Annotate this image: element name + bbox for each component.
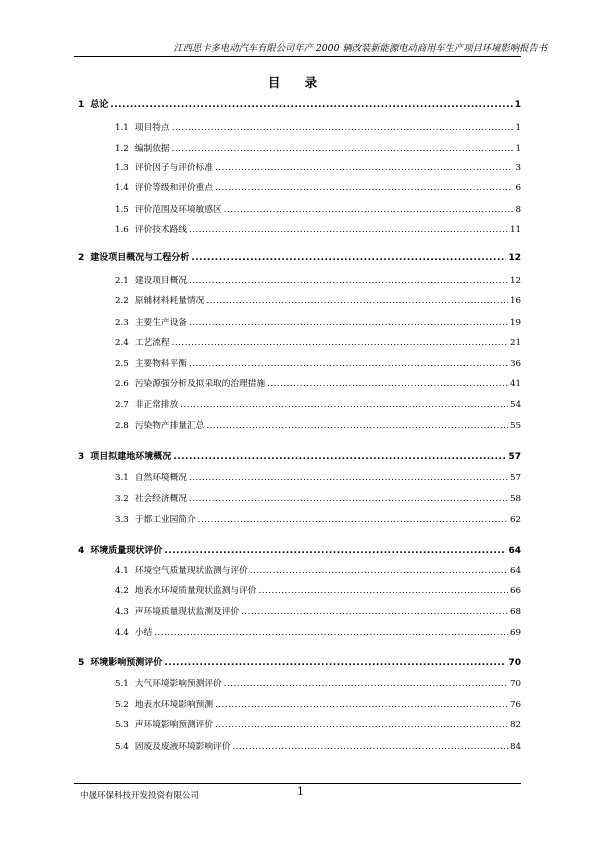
- toc-entry-page: 64: [509, 566, 521, 576]
- toc-section-4-4[interactable]: [115, 626, 521, 638]
- toc-entry-number: 4.2: [115, 586, 129, 596]
- toc-section-2-6[interactable]: [115, 377, 521, 389]
- toc-entry-title: 固废及废液环境影响评价: [134, 742, 231, 752]
- toc-entry-title: 非正常排放: [134, 400, 179, 410]
- toc-dot-leader: [224, 679, 508, 689]
- toc-entry-number: 4: [78, 546, 85, 556]
- toc-entry-title: 原辅材料耗量情况: [134, 296, 205, 306]
- footer-company: 中晟环保科技开发投资有限公司: [80, 791, 200, 801]
- toc-entry-number: 2.5: [115, 359, 129, 369]
- toc-section-1-5[interactable]: [115, 203, 521, 215]
- toc-entry-title: 评价技术路线: [134, 225, 187, 235]
- toc-section-5-2[interactable]: [115, 698, 521, 710]
- toc-entry-page: 1: [515, 123, 521, 133]
- toc-section-2-8[interactable]: [115, 419, 521, 431]
- toc-entry-number: 2.6: [115, 379, 129, 389]
- toc-entry-number: 1.5: [115, 205, 129, 215]
- toc-entry-title: 地表水环境质量现状监测与评价: [134, 586, 257, 596]
- toc-chapter-3[interactable]: [78, 449, 521, 462]
- toc-dot-leader: [191, 253, 506, 263]
- toc-entry-number: 2.8: [115, 421, 129, 431]
- toc-entry-title: 评价因子与评价标准: [134, 163, 214, 173]
- toc-dot-leader: [215, 183, 513, 193]
- toc-section-2-5[interactable]: [115, 357, 521, 369]
- toc-entry-title: 地表水环境影响预测: [134, 700, 214, 710]
- toc-dot-leader: [154, 628, 508, 638]
- toc-dot-leader: [258, 586, 507, 596]
- toc-entry-page: 41: [509, 379, 521, 389]
- toc-dot-leader: [215, 720, 508, 730]
- toc-dot-leader: [241, 607, 508, 617]
- toc-entry-title: 评价等级和评价重点: [134, 183, 214, 193]
- toc-entry-page: 76: [509, 700, 521, 710]
- toc-entry-title: 污染物产排量汇总: [134, 421, 205, 431]
- toc-entry-number: 1.6: [115, 225, 129, 235]
- toc-entry-title: 环境质量现状评价: [90, 546, 163, 556]
- toc-dot-leader: [198, 515, 508, 525]
- toc-dot-leader: [189, 318, 508, 328]
- toc-entry-page: 16: [509, 296, 521, 306]
- toc-entry-title: 项目特点: [134, 123, 170, 133]
- toc-entry-number: 2.1: [115, 276, 129, 286]
- toc-entry-number: 5: [78, 658, 85, 668]
- toc-section-2-4[interactable]: [115, 336, 521, 348]
- toc-entry-number: 1.2: [115, 144, 129, 154]
- toc-chapter-4[interactable]: [78, 543, 521, 556]
- toc-entry-number: 5.4: [115, 742, 129, 752]
- toc-entry-number: 1.1: [115, 123, 129, 133]
- toc-entry-page: 12: [509, 276, 521, 286]
- toc-entry-page: 84: [509, 742, 521, 752]
- toc-section-5-1[interactable]: [115, 677, 521, 689]
- toc-entry-title: 评价范围及环境敏感区: [134, 205, 222, 215]
- toc-entry-title: 小结: [134, 628, 153, 638]
- toc-dot-leader: [189, 225, 508, 235]
- toc-section-4-2[interactable]: [115, 584, 521, 596]
- toc-dot-leader: [189, 359, 508, 369]
- toc-dot-leader: [164, 658, 506, 668]
- toc-entry-page: 1: [514, 100, 521, 110]
- toc-entry-title: 于都工业园简介: [134, 515, 196, 525]
- toc-entry-page: 64: [508, 546, 521, 556]
- toc-section-5-3[interactable]: [115, 718, 521, 730]
- toc-entry-number: 5.2: [115, 700, 129, 710]
- toc-dot-leader: [189, 494, 508, 504]
- toc-section-3-2[interactable]: [115, 492, 521, 504]
- footer-rule: [74, 783, 521, 784]
- toc-entry-title: 建设项目概况与工程分析: [90, 253, 190, 263]
- toc-dot-leader: [189, 276, 508, 286]
- toc-entry-number: 5.1: [115, 679, 129, 689]
- toc-entry-page: 54: [509, 400, 521, 410]
- toc-entry-number: 2.4: [115, 338, 129, 348]
- toc-section-1-6[interactable]: [115, 223, 521, 235]
- toc-section-2-7[interactable]: [115, 398, 521, 410]
- toc-entry-number: 4.3: [115, 607, 129, 617]
- toc-entry-number: 2.2: [115, 296, 129, 306]
- toc-entry-page: 70: [509, 679, 521, 689]
- toc-entry-page: 68: [509, 607, 521, 617]
- toc-entry-page: 69: [509, 628, 521, 638]
- toc-entry-page: 12: [508, 253, 521, 263]
- toc-entry-title: 工艺流程: [134, 338, 170, 348]
- toc-entry-page: 57: [508, 452, 521, 462]
- toc-dot-leader: [172, 123, 514, 133]
- toc-entry-title: 环境空气质量现状监测与评价: [134, 566, 248, 576]
- toc-entry-page: 55: [509, 421, 521, 431]
- toc-dot-leader: [206, 421, 508, 431]
- toc-entry-title: 社会经济概况: [134, 494, 187, 504]
- toc-entry-number: 2: [78, 253, 85, 263]
- toc-section-4-1[interactable]: [115, 564, 521, 576]
- toc-entry-title: 环境影响预测评价: [90, 658, 163, 668]
- toc-dot-leader: [267, 379, 508, 389]
- toc-entry-page: 3: [515, 163, 521, 173]
- toc-section-1-4[interactable]: [115, 181, 521, 193]
- toc-entry-title: 大气环境影响预测评价: [134, 679, 222, 689]
- toc-entry-title: 自然环境概况: [134, 473, 187, 483]
- toc-entry-number: 5.3: [115, 720, 129, 730]
- toc-dot-leader: [215, 163, 513, 173]
- toc-entry-number: 4.1: [115, 566, 129, 576]
- toc-section-1-3[interactable]: [115, 161, 521, 173]
- toc-entry-page: 62: [509, 515, 521, 525]
- toc-entry-page: 58: [509, 494, 521, 504]
- page-header-title: 江西思卡多电动汽车有限公司年产 2000 辆改装新能源电动商用车生产项目环境影响报告书: [173, 43, 547, 54]
- toc-dot-leader: [164, 546, 506, 556]
- toc-entry-page: 21: [509, 338, 521, 348]
- toc-entry-page: 1: [515, 144, 521, 154]
- toc-entry-title: 编制依据: [134, 144, 170, 154]
- toc-entry-page: 57: [509, 473, 521, 483]
- toc-entry-title: 主要生产设备: [134, 318, 187, 328]
- toc-dot-leader: [189, 473, 508, 483]
- toc-entry-number: 2.3: [115, 318, 129, 328]
- toc-entry-page: 11: [509, 225, 521, 235]
- toc-dot-leader: [172, 144, 514, 154]
- toc-section-5-4[interactable]: [115, 740, 521, 752]
- toc-section-3-1[interactable]: [115, 471, 521, 483]
- toc-section-1-1[interactable]: [115, 121, 521, 133]
- toc-dot-leader: [173, 452, 506, 462]
- toc-dot-leader: [215, 700, 508, 710]
- toc-section-1-2[interactable]: [115, 142, 521, 154]
- toc-entry-number: 1.4: [115, 183, 129, 193]
- toc-entry-title: 声环境影响预测评价: [134, 720, 214, 730]
- toc-entry-title: 主要物料平衡: [134, 359, 187, 369]
- toc-entry-page: 6: [515, 183, 521, 193]
- toc-dot-leader: [232, 742, 508, 752]
- toc-entry-title: 总论: [90, 100, 109, 110]
- toc-dot-leader: [206, 296, 508, 306]
- toc-heading: 目 录: [267, 75, 328, 90]
- toc-entry-page: 8: [515, 205, 521, 215]
- toc-dot-leader: [172, 338, 508, 348]
- toc-chapter-2[interactable]: [78, 250, 521, 263]
- toc-section-4-3[interactable]: [115, 605, 521, 617]
- toc-section-3-3[interactable]: [115, 513, 521, 525]
- toc-entry-page: 70: [508, 658, 521, 668]
- toc-chapter-5[interactable]: [78, 655, 521, 668]
- toc-section-2-2[interactable]: [115, 294, 521, 306]
- toc-dot-leader: [250, 566, 508, 576]
- toc-entry-number: 1: [78, 100, 85, 110]
- toc-entry-title: 声环境质量现状监测及评价: [134, 607, 240, 617]
- toc-entry-title: 污染源强分析及拟采取的治理措施: [134, 379, 266, 389]
- footer-page-number: 1: [297, 785, 304, 798]
- toc-entry-number: 3.2: [115, 494, 129, 504]
- toc-entry-number: 2.7: [115, 400, 129, 410]
- toc-entry-page: 19: [509, 318, 521, 328]
- toc-entry-title: 项目拟建地环境概况: [90, 452, 172, 462]
- toc-entry-page: 36: [509, 359, 521, 369]
- toc-chapter-1[interactable]: [78, 97, 521, 110]
- toc-entry-number: 4.4: [115, 628, 129, 638]
- toc-section-2-3[interactable]: [115, 316, 521, 328]
- toc-section-2-1[interactable]: [115, 274, 521, 286]
- toc-entry-number: 3.1: [115, 473, 129, 483]
- toc-dot-leader: [224, 205, 514, 215]
- toc-entry-title: 建设项目概况: [134, 276, 187, 286]
- toc-entry-number: 1.3: [115, 163, 129, 173]
- toc-dot-leader: [180, 400, 508, 410]
- toc-entry-page: 66: [509, 586, 521, 596]
- toc-entry-number: 3: [78, 452, 85, 462]
- toc-entry-number: 3.3: [115, 515, 129, 525]
- toc-dot-leader: [110, 100, 512, 110]
- toc-entry-page: 82: [509, 720, 521, 730]
